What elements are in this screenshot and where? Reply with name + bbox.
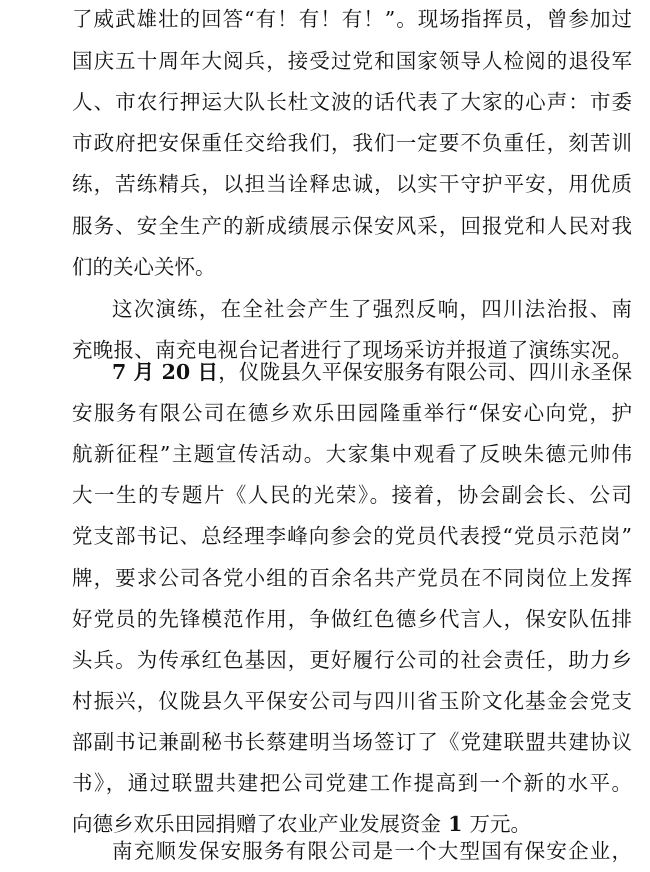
paragraph-first-line: 南充顺发保安服务有限公司是一个大型国有保安企业，	[112, 839, 632, 863]
text-line: 充晚报、南充电视台记者进行了现场采访并报道了演练实况。	[72, 338, 632, 362]
text-line: 大一生的专题片《人民的光荣》。接着，协会副会长、公司	[72, 483, 632, 507]
text-line: 国庆五十周年大阅兵，接受过党和国家领导人检阅的退役军	[72, 49, 632, 73]
paragraph-first-line	[112, 351, 632, 393]
text-line: 部副书记兼副秘书长蔡建明当场签订了《党建联盟共建协议	[72, 730, 632, 754]
text-line: 人、市农行押运大队长杜文波的话代表了大家的心声：市委	[72, 90, 632, 114]
text-segment: ，仪陇县久平保安服务有限公司、四川永圣保	[218, 360, 632, 384]
text-line: 市政府把安保重任交给我们，我们一定要不负重任，刻苦训	[72, 131, 632, 155]
text-line: 服务、安全生产的新成绩展示保安风采，回报党和人民对我	[72, 214, 632, 238]
paragraph-first-line: 这次演练，在全社会产生了强烈反响，四川法治报、南	[112, 297, 632, 321]
text-line: 书》，通过联盟共建把公司党建工作提高到一个新的水平。	[72, 771, 632, 795]
text-line: 党支部书记、总经理李峰向参会的党员代表授“党员示范岗”	[72, 524, 632, 548]
text-line: 村振兴，仪陇县久平保安公司与四川省玉阶文化基金会党支	[72, 689, 632, 713]
text-line: 牌，要求公司各党小组的百余名共产党员在不同岗位上发挥	[72, 566, 632, 590]
text-segment: 万元。	[469, 812, 532, 836]
text-line: 航新征程”主题宣传活动。大家集中观看了反映朱德元帅伟	[72, 442, 632, 466]
text-line: 安服务有限公司在德乡欢乐田园隆重举行“保安心向党，护	[72, 401, 632, 425]
text-line: 好党员的先锋模范作用，争做红色德乡代言人，保安队伍排	[72, 607, 632, 631]
text-line: 头兵。为传承红色基因，更好履行公司的社会责任，助力乡	[72, 648, 632, 672]
text-segment: 向德乡欢乐田园捐赠了农业产业发展资金	[72, 812, 441, 836]
amount-text: 1	[441, 812, 470, 836]
text-line: 了威武雄壮的回答“有！有！有！”。现场指挥员，曾参加过	[72, 7, 632, 31]
date-text: 7 月 20 日	[112, 360, 219, 384]
text-line: 练，苦练精兵，以担当诠释忠诚，以实干守护平安，用优质	[72, 172, 632, 196]
text-line: 们的关心关怀。	[72, 255, 216, 279]
